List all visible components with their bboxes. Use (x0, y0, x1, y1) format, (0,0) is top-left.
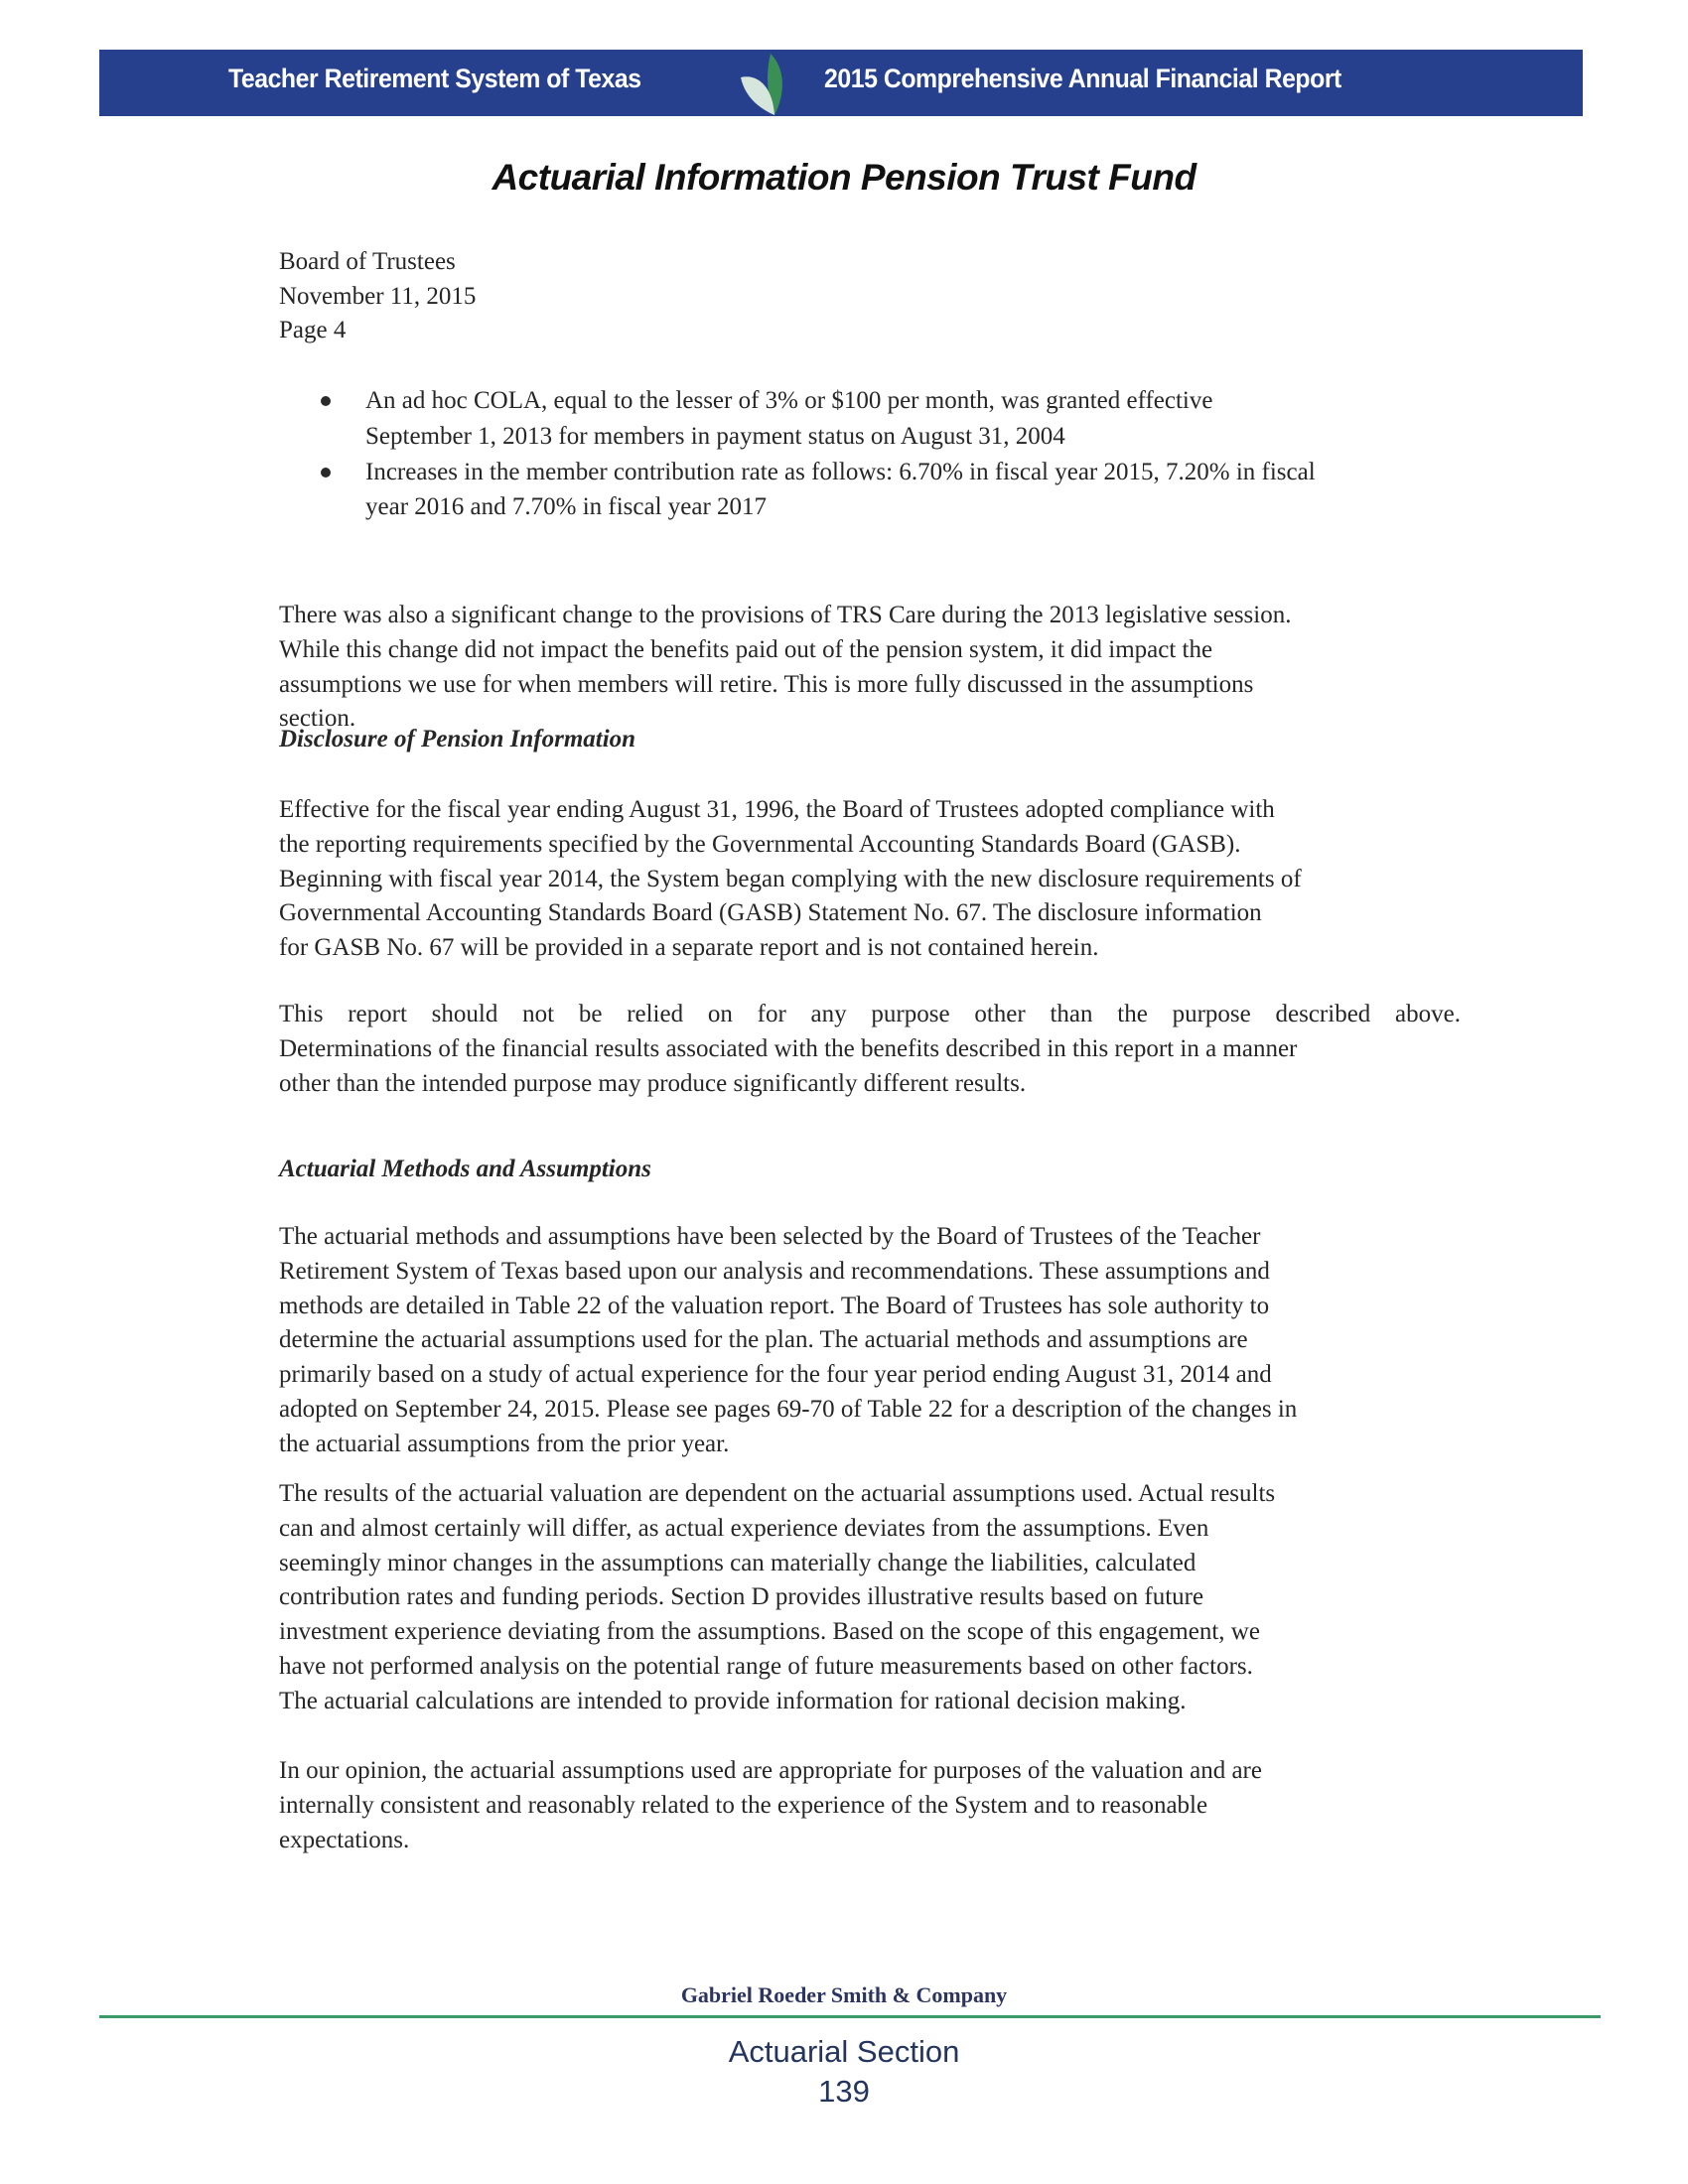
bullet-line: Increases in the member contribution rate as follows: 6.70% in fiscal year 2015, 7.20% in fiscal (365, 458, 1316, 485)
page-title: Actuarial Information Pension Trust Fund (492, 157, 1196, 198)
paragraph-line: The actuarial calculations are intended to provide information for rational decision making. (279, 1687, 1187, 1714)
footer-section-name: Actuarial Section (728, 2034, 960, 2069)
letterhead-recipient: Board of Trustees (279, 248, 456, 275)
paragraph-line: expectations. (279, 1826, 410, 1853)
footer-company-name: Gabriel Roeder Smith & Company (680, 1982, 1008, 2007)
paragraph-line: seemingly minor changes in the assumptions can materially change the liabilities, calculated (279, 1549, 1196, 1576)
paragraph-line: investment experience deviating from the assumptions. Based on the scope of this engagement, we (279, 1618, 1260, 1646)
paragraph-line: have not performed analysis on the potential range of future measurements based on other factors. (279, 1652, 1253, 1680)
bullet-icon (321, 396, 331, 406)
paragraph-line: the actuarial assumptions from the prior year. (279, 1430, 730, 1457)
paragraph-line: can and almost certainly will differ, as actual experience deviates from the assumptions. Even (279, 1514, 1209, 1542)
letterhead-date: November 11, 2015 (279, 282, 477, 310)
paragraph-line: Effective for the fiscal year ending August 31, 1996, the Board of Trustees adopted compliance with (279, 796, 1275, 823)
results-paragraph (279, 1477, 1461, 1719)
paragraph-line: The results of the actuarial valuation are dependent on the actuarial assumptions used. Actual results (279, 1480, 1276, 1507)
paragraph-line: the reporting requirements specified by the Governmental Accounting Standards Board (GASB). (279, 830, 1241, 858)
paragraph-line: Governmental Accounting Standards Board (GASB) Statement No. 67. The disclosure information (279, 899, 1262, 927)
header-banner (99, 50, 1583, 116)
bullet-item (279, 455, 1461, 526)
paragraph-line: There was also a significant change to the provisions of TRS Care during the 2013 legislative session. (279, 602, 1292, 628)
paragraph-line: In our opinion, the actuarial assumptions used are appropriate for purposes of the valuation and are (279, 1757, 1262, 1784)
letterhead (279, 245, 1461, 348)
paragraph-line: Beginning with fiscal year 2014, the System began complying with the new disclosure requirements of (279, 865, 1302, 892)
bullet-line: September 1, 2013 for members in payment status on August 31, 2004 (365, 422, 1065, 450)
paragraph-line: section. (279, 705, 356, 733)
paragraph-line: methods are detailed in Table 22 of the valuation report. The Board of Trustees has sole authority to (279, 1292, 1270, 1319)
paragraph-line: Determinations of the financial results associated with the benefits described in this report in a manner (279, 1034, 1298, 1062)
paragraph-line: Retirement System of Texas based upon our analysis and recommendations. These assumptions and (279, 1257, 1270, 1285)
paragraph-line: for GASB No. 67 will be provided in a separate report and is not contained herein. (279, 934, 1099, 962)
reliance-paragraph (279, 998, 1461, 1101)
paragraph-line: internally consistent and reasonably related to the experience of the System and to reasonable (279, 1791, 1208, 1819)
paragraph-line: adopted on September 24, 2015. Please see pages 69-70 of Table 22 for a description of the changes in (279, 1395, 1298, 1423)
changes-bullet-list (279, 383, 1461, 525)
opinion-paragraph (279, 1754, 1461, 1857)
paragraph-line: The actuarial methods and assumptions have been selected by the Board of Trustees of the Teacher (279, 1223, 1261, 1250)
paragraph-line: While this change did not impact the benefits paid out of the pension system, it did impact the (279, 635, 1213, 663)
paragraph-line: assumptions we use for when members will retire. This is more fully discussed in the assumptions (279, 670, 1254, 698)
letterhead-page: Page 4 (279, 317, 347, 343)
page-number: 139 (818, 2074, 870, 2109)
paragraph-line: This report should not be relied on for any purpose other than the purpose described above. (279, 1001, 1461, 1027)
leaf-icon (735, 50, 794, 119)
paragraph-line: contribution rates and funding periods. Section D provides illustrative results based on future (279, 1583, 1204, 1611)
report-title: 2015 Comprehensive Annual Financial Report (824, 64, 1341, 93)
paragraph-line: other than the intended purpose may produce significantly different results. (279, 1069, 1027, 1097)
disclosure-paragraph (279, 793, 1461, 966)
trs-care-paragraph (279, 599, 1461, 737)
bullet-line: An ad hoc COLA, equal to the lesser of 3% or $100 per month, was granted effective (365, 387, 1213, 414)
paragraph-line: determine the actuarial assumptions used for the plan. The actuarial methods and assumptions are (279, 1326, 1248, 1354)
disclosure-heading: Disclosure of Pension Information (279, 726, 636, 752)
bullet-item (279, 383, 1461, 455)
paragraph-line: primarily based on a study of actual experience for the four year period ending August 31, 2014 and (279, 1361, 1272, 1389)
bullet-line: year 2016 and 7.70% in fiscal year 2017 (365, 493, 768, 521)
bullet-icon (321, 468, 331, 478)
methods-paragraph (279, 1220, 1461, 1462)
methods-heading: Actuarial Methods and Assumptions (279, 1156, 651, 1182)
footer-divider (99, 2015, 1601, 2018)
organization-name: Teacher Retirement System of Texas (228, 64, 641, 93)
